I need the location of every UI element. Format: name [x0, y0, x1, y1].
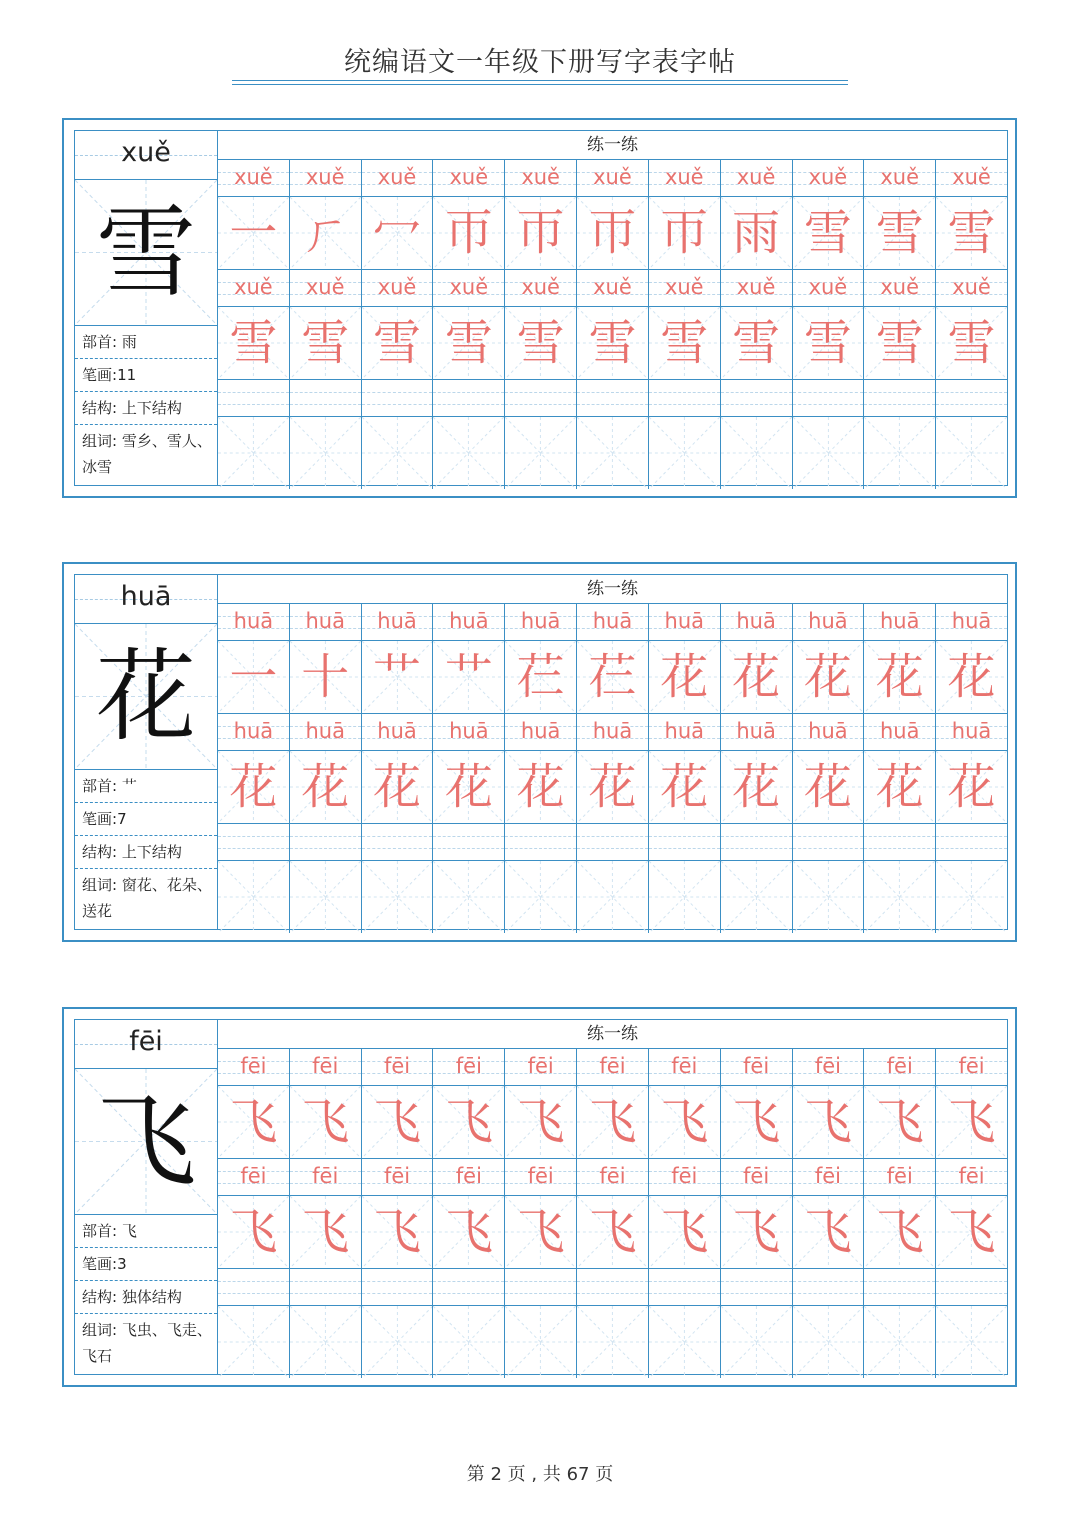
- blank-writing-cell[interactable]: [649, 1306, 721, 1378]
- stroke-order-cell: 飞: [505, 1086, 577, 1158]
- pinyin-cell: xuě: [505, 270, 577, 306]
- blank-writing-cell[interactable]: [649, 861, 721, 933]
- stroke-order-cell: 飞: [577, 1086, 649, 1158]
- radical-row: 部首: 雨: [75, 326, 217, 359]
- pinyin-cell: huā: [290, 714, 362, 750]
- structure-row: 结构: 独体结构: [75, 1281, 217, 1314]
- stroke-order-cell: 雪: [793, 197, 865, 269]
- trace-row: [218, 307, 1007, 380]
- trace-cell: 飞: [793, 1196, 865, 1268]
- blank-pinyin-cell[interactable]: [505, 1269, 577, 1305]
- pinyin-cell: huā: [936, 604, 1007, 640]
- pinyin-cell: huā: [218, 604, 290, 640]
- blank-writing-cell[interactable]: [577, 417, 649, 489]
- pinyin-cell: xuě: [721, 270, 793, 306]
- blank-writing-cell[interactable]: [290, 861, 362, 933]
- pinyin-cell: fēi: [362, 1049, 434, 1085]
- blank-writing-cell[interactable]: [721, 417, 793, 489]
- pinyin-cell: huā: [290, 604, 362, 640]
- trace-cell: 雪: [864, 307, 936, 379]
- trace-cell: 花: [433, 751, 505, 823]
- trace-cell: 花: [505, 751, 577, 823]
- pinyin-cell: xuě: [290, 160, 362, 196]
- blank-writing-cell[interactable]: [721, 861, 793, 933]
- radical-row: 部首: 飞: [75, 1215, 217, 1248]
- blank-pinyin-row: [218, 1269, 1007, 1306]
- trace-cell: 飞: [936, 1196, 1007, 1268]
- trace-cell: 花: [864, 751, 936, 823]
- stroke-order-cell: 芢: [577, 641, 649, 713]
- pinyin-cell: fēi: [290, 1159, 362, 1195]
- pinyin-cell: huā: [362, 714, 434, 750]
- pinyin-cell: xuě: [649, 160, 721, 196]
- pinyin-cell: huā: [577, 714, 649, 750]
- character-card: [62, 562, 1017, 942]
- blank-writing-cell[interactable]: [793, 861, 865, 933]
- pinyin-cell: fēi: [721, 1159, 793, 1195]
- stroke-order-cell: 冖: [362, 197, 434, 269]
- character-pinyin: fēi: [75, 1020, 217, 1069]
- pinyin-cell: xuě: [433, 160, 505, 196]
- pinyin-cell: fēi: [649, 1159, 721, 1195]
- pinyin-row: [218, 604, 1007, 641]
- trace-cell: 花: [793, 751, 865, 823]
- pinyin-cell: xuě: [218, 160, 290, 196]
- pinyin-cell: xuě: [505, 160, 577, 196]
- pinyin-cell: fēi: [290, 1049, 362, 1085]
- pinyin-cell: fēi: [936, 1159, 1007, 1195]
- blank-pinyin-cell[interactable]: [936, 1269, 1007, 1305]
- blank-writing-cell[interactable]: [577, 861, 649, 933]
- pinyin-cell: xuě: [218, 270, 290, 306]
- pinyin-cell: fēi: [433, 1049, 505, 1085]
- pinyin-cell: fēi: [505, 1049, 577, 1085]
- stroke-order-cell: 飞: [864, 1086, 936, 1158]
- words-row: 组词: 窗花、花朵、送花: [82, 876, 212, 920]
- blank-pinyin-cell[interactable]: [936, 380, 1007, 416]
- stroke-order-cell: 飞: [290, 1086, 362, 1158]
- trace-cell: 雪: [218, 307, 290, 379]
- strokes-value: 7: [117, 810, 127, 828]
- pinyin-cell: xuě: [433, 270, 505, 306]
- pinyin-cell: huā: [793, 714, 865, 750]
- trace-cell: 花: [721, 751, 793, 823]
- blank-writing-cell[interactable]: [505, 1306, 577, 1378]
- character-info-panel: [74, 1019, 218, 1375]
- pinyin-cell: fēi: [218, 1049, 290, 1085]
- stroke-order-cell: 芢: [505, 641, 577, 713]
- blank-pinyin-cell[interactable]: [864, 824, 936, 860]
- page-footer: 第 2 页 , 共 67 页: [466, 1464, 614, 1485]
- stroke-order-cell: 艹: [362, 641, 434, 713]
- pinyin-cell: fēi: [936, 1049, 1007, 1085]
- blank-writing-cell[interactable]: [864, 417, 936, 489]
- blank-writing-cell[interactable]: [936, 1306, 1007, 1378]
- trace-cell: 雪: [793, 307, 865, 379]
- practice-header: 练一练: [218, 1020, 1007, 1049]
- stroke-order-cell: ㄏ: [290, 197, 362, 269]
- strokes-value: 3: [117, 1255, 127, 1273]
- blank-pinyin-cell[interactable]: [936, 824, 1007, 860]
- stroke-order-cell: 艹: [433, 641, 505, 713]
- practice-header: 练一练: [218, 575, 1007, 604]
- pinyin-cell: xuě: [936, 270, 1007, 306]
- words-row: 组词: 雪乡、雪人、冰雪: [82, 432, 212, 476]
- pinyin-cell: huā: [433, 714, 505, 750]
- strokes-row: 笔画:11: [75, 359, 217, 392]
- stroke-order-cell: 花: [793, 641, 865, 713]
- structure-value: 上下结构: [121, 399, 182, 417]
- strokes-row: 笔画:3: [75, 1248, 217, 1281]
- pinyin-cell: xuě: [864, 160, 936, 196]
- blank-writing-cell[interactable]: [864, 861, 936, 933]
- blank-pinyin-cell[interactable]: [649, 824, 721, 860]
- blank-writing-cell[interactable]: [649, 417, 721, 489]
- stroke-order-cell: 花: [936, 641, 1007, 713]
- blank-writing-cell[interactable]: [362, 417, 434, 489]
- stroke-order-cell: 十: [290, 641, 362, 713]
- trace-row: [218, 751, 1007, 824]
- pinyin-row: [218, 160, 1007, 197]
- blank-writing-cell[interactable]: [577, 1306, 649, 1378]
- blank-writing-cell[interactable]: [218, 861, 290, 933]
- blank-pinyin-cell[interactable]: [433, 824, 505, 860]
- blank-pinyin-cell[interactable]: [290, 824, 362, 860]
- pinyin-cell: huā: [433, 604, 505, 640]
- character-pinyin: xuě: [75, 131, 217, 180]
- blank-writing-cell[interactable]: [433, 1306, 505, 1378]
- stroke-order-row: [218, 1086, 1007, 1159]
- blank-writing-cell[interactable]: [218, 417, 290, 489]
- structure-row: 结构: 上下结构: [75, 836, 217, 869]
- pinyin-cell: xuě: [362, 160, 434, 196]
- pinyin-cell: xuě: [577, 270, 649, 306]
- practice-grid: [217, 130, 1008, 486]
- character-card: [62, 118, 1017, 498]
- trace-cell: 飞: [721, 1196, 793, 1268]
- stroke-order-cell: 一: [218, 641, 290, 713]
- trace-cell: 花: [218, 751, 290, 823]
- words-value: 窗花、花朵、送花: [82, 876, 212, 920]
- trace-cell: 花: [290, 751, 362, 823]
- blank-pinyin-cell[interactable]: [505, 824, 577, 860]
- pinyin-cell: fēi: [864, 1049, 936, 1085]
- pinyin-cell: xuě: [362, 270, 434, 306]
- blank-pinyin-cell[interactable]: [362, 1269, 434, 1305]
- pinyin-cell: huā: [864, 714, 936, 750]
- pinyin-cell: huā: [505, 604, 577, 640]
- strokes-value: 11: [117, 366, 137, 384]
- blank-writing-cell[interactable]: [505, 417, 577, 489]
- pinyin-cell: fēi: [362, 1159, 434, 1195]
- pinyin-cell: xuě: [290, 270, 362, 306]
- trace-cell: 雪: [290, 307, 362, 379]
- stroke-order-cell: 飞: [362, 1086, 434, 1158]
- pinyin-cell: fēi: [793, 1159, 865, 1195]
- stroke-order-cell: 飞: [936, 1086, 1007, 1158]
- pinyin-cell: fēi: [433, 1159, 505, 1195]
- words-row: 组词: 飞虫、飞走、飞石: [82, 1321, 212, 1365]
- pinyin-cell: xuě: [721, 160, 793, 196]
- trace-row: [218, 1196, 1007, 1269]
- pinyin-cell: huā: [218, 714, 290, 750]
- pinyin-cell: huā: [649, 604, 721, 640]
- pinyin-cell: fēi: [649, 1049, 721, 1085]
- model-character: 花: [75, 624, 217, 770]
- trace-cell: 飞: [577, 1196, 649, 1268]
- stroke-order-cell: 帀: [649, 197, 721, 269]
- trace-cell: 花: [649, 751, 721, 823]
- blank-writing-cell[interactable]: [433, 861, 505, 933]
- radical-value: 雨: [121, 333, 137, 351]
- blank-writing-cell[interactable]: [362, 861, 434, 933]
- pinyin-cell: xuě: [936, 160, 1007, 196]
- radical-row: 部首: 艹: [75, 770, 217, 803]
- blank-pinyin-cell[interactable]: [505, 380, 577, 416]
- trace-cell: 雪: [936, 307, 1007, 379]
- pinyin-cell: xuě: [793, 160, 865, 196]
- blank-pinyin-cell[interactable]: [793, 380, 865, 416]
- blank-pinyin-cell[interactable]: [433, 1269, 505, 1305]
- stroke-order-row: [218, 641, 1007, 714]
- blank-writing-row: [218, 1306, 1007, 1378]
- blank-writing-row: [218, 417, 1007, 489]
- character-card: [62, 1007, 1017, 1387]
- trace-cell: 飞: [433, 1196, 505, 1268]
- practice-grid: [217, 574, 1008, 930]
- trace-cell: 雪: [362, 307, 434, 379]
- radical-value: 飞: [121, 1222, 137, 1240]
- trace-cell: 雪: [577, 307, 649, 379]
- stroke-order-cell: 飞: [218, 1086, 290, 1158]
- stroke-order-cell: 飞: [721, 1086, 793, 1158]
- structure-value: 独体结构: [121, 1288, 182, 1306]
- blank-writing-cell[interactable]: [290, 1306, 362, 1378]
- stroke-order-cell: 花: [864, 641, 936, 713]
- pinyin-cell: fēi: [577, 1159, 649, 1195]
- pinyin-row: [218, 1159, 1007, 1196]
- pinyin-cell: huā: [577, 604, 649, 640]
- practice-grid: [217, 1019, 1008, 1375]
- trace-cell: 雪: [721, 307, 793, 379]
- blank-pinyin-cell[interactable]: [864, 1269, 936, 1305]
- blank-pinyin-cell[interactable]: [721, 380, 793, 416]
- trace-cell: 飞: [290, 1196, 362, 1268]
- trace-cell: 飞: [362, 1196, 434, 1268]
- stroke-order-row: [218, 197, 1007, 270]
- blank-pinyin-cell[interactable]: [290, 1269, 362, 1305]
- pinyin-cell: huā: [721, 714, 793, 750]
- blank-pinyin-cell[interactable]: [793, 1269, 865, 1305]
- model-character: 雪: [75, 180, 217, 326]
- stroke-order-cell: 花: [721, 641, 793, 713]
- blank-writing-cell[interactable]: [864, 1306, 936, 1378]
- blank-pinyin-cell[interactable]: [218, 824, 290, 860]
- trace-cell: 飞: [505, 1196, 577, 1268]
- words-value: 雪乡、雪人、冰雪: [82, 432, 212, 476]
- pinyin-cell: fēi: [793, 1049, 865, 1085]
- trace-cell: 花: [577, 751, 649, 823]
- practice-header: 练一练: [218, 131, 1007, 160]
- blank-writing-cell[interactable]: [936, 861, 1007, 933]
- stroke-order-cell: 雪: [864, 197, 936, 269]
- pinyin-cell: xuě: [793, 270, 865, 306]
- blank-pinyin-cell[interactable]: [218, 1269, 290, 1305]
- blank-pinyin-row: [218, 824, 1007, 861]
- trace-cell: 雪: [433, 307, 505, 379]
- pinyin-cell: huā: [721, 604, 793, 640]
- blank-writing-cell[interactable]: [433, 417, 505, 489]
- stroke-order-cell: 飞: [793, 1086, 865, 1158]
- pinyin-row: [218, 714, 1007, 751]
- trace-cell: 雪: [505, 307, 577, 379]
- pinyin-cell: huā: [362, 604, 434, 640]
- pinyin-cell: huā: [936, 714, 1007, 750]
- blank-pinyin-cell[interactable]: [362, 380, 434, 416]
- character-info-panel: [74, 130, 218, 486]
- pinyin-cell: fēi: [218, 1159, 290, 1195]
- pinyin-cell: xuě: [864, 270, 936, 306]
- pinyin-cell: xuě: [577, 160, 649, 196]
- pinyin-row: [218, 270, 1007, 307]
- blank-pinyin-cell[interactable]: [793, 824, 865, 860]
- stroke-order-cell: 花: [649, 641, 721, 713]
- blank-writing-cell[interactable]: [793, 1306, 865, 1378]
- pinyin-cell: xuě: [649, 270, 721, 306]
- structure-row: 结构: 上下结构: [75, 392, 217, 425]
- blank-pinyin-cell[interactable]: [864, 380, 936, 416]
- pinyin-cell: huā: [793, 604, 865, 640]
- page-title: 统编语文一年级下册写字表字帖: [344, 47, 736, 78]
- title-underline: [232, 84, 848, 85]
- trace-cell: 雪: [649, 307, 721, 379]
- blank-writing-cell[interactable]: [505, 861, 577, 933]
- blank-pinyin-cell[interactable]: [433, 380, 505, 416]
- stroke-order-cell: 一: [218, 197, 290, 269]
- blank-pinyin-cell[interactable]: [362, 824, 434, 860]
- blank-pinyin-cell[interactable]: [649, 1269, 721, 1305]
- character-info-panel: [74, 574, 218, 930]
- trace-cell: 飞: [649, 1196, 721, 1268]
- blank-writing-row: [218, 861, 1007, 933]
- words-value: 飞虫、飞走、飞石: [82, 1321, 212, 1365]
- blank-pinyin-cell[interactable]: [218, 380, 290, 416]
- stroke-order-cell: 雪: [936, 197, 1007, 269]
- blank-pinyin-cell[interactable]: [577, 1269, 649, 1305]
- stroke-order-cell: 帀: [433, 197, 505, 269]
- stroke-order-cell: 帀: [505, 197, 577, 269]
- title-underline: [232, 80, 848, 81]
- radical-value: 艹: [121, 777, 137, 795]
- blank-pinyin-cell[interactable]: [721, 824, 793, 860]
- model-character: 飞: [75, 1069, 217, 1215]
- trace-cell: 花: [362, 751, 434, 823]
- blank-pinyin-cell[interactable]: [290, 380, 362, 416]
- strokes-row: 笔画:7: [75, 803, 217, 836]
- pinyin-cell: fēi: [864, 1159, 936, 1195]
- stroke-order-cell: 飞: [433, 1086, 505, 1158]
- trace-cell: 飞: [218, 1196, 290, 1268]
- blank-pinyin-row: [218, 380, 1007, 417]
- blank-writing-cell[interactable]: [362, 1306, 434, 1378]
- blank-writing-cell[interactable]: [793, 417, 865, 489]
- pinyin-cell: fēi: [577, 1049, 649, 1085]
- stroke-order-cell: 雨: [721, 197, 793, 269]
- trace-cell: 花: [936, 751, 1007, 823]
- blank-writing-cell[interactable]: [290, 417, 362, 489]
- pinyin-row: [218, 1049, 1007, 1086]
- blank-writing-cell[interactable]: [936, 417, 1007, 489]
- blank-pinyin-cell[interactable]: [721, 1269, 793, 1305]
- pinyin-cell: huā: [864, 604, 936, 640]
- pinyin-cell: fēi: [505, 1159, 577, 1195]
- blank-pinyin-cell[interactable]: [649, 380, 721, 416]
- blank-pinyin-cell[interactable]: [577, 824, 649, 860]
- structure-value: 上下结构: [121, 843, 182, 861]
- blank-writing-cell[interactable]: [721, 1306, 793, 1378]
- pinyin-cell: huā: [505, 714, 577, 750]
- pinyin-cell: huā: [649, 714, 721, 750]
- character-pinyin: huā: [75, 575, 217, 624]
- trace-cell: 飞: [864, 1196, 936, 1268]
- stroke-order-cell: 帀: [577, 197, 649, 269]
- blank-pinyin-cell[interactable]: [577, 380, 649, 416]
- stroke-order-cell: 飞: [649, 1086, 721, 1158]
- blank-writing-cell[interactable]: [218, 1306, 290, 1378]
- pinyin-cell: fēi: [721, 1049, 793, 1085]
